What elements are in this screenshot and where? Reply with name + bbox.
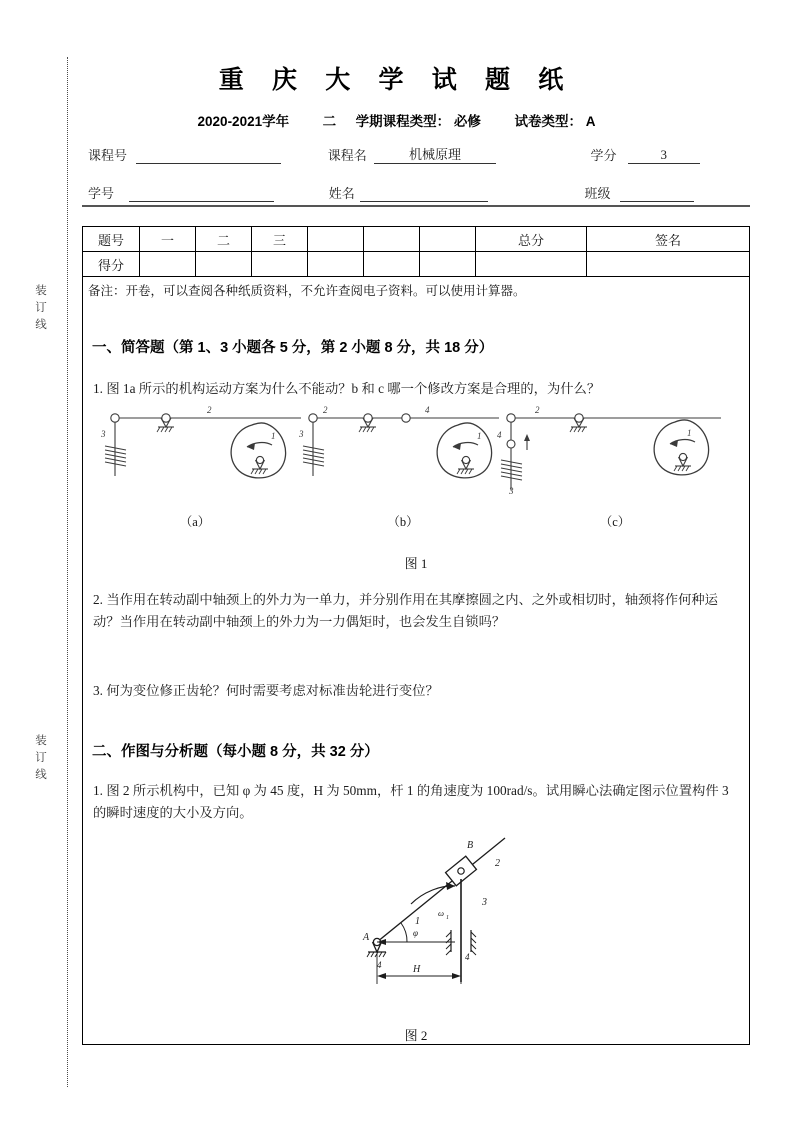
figure-1-subcaption-a: （a）: [179, 515, 211, 529]
student-no-field[interactable]: [88, 183, 274, 202]
page-title: 重 庆 大 学 试 题 纸: [218, 67, 575, 94]
table-row-header: [83, 227, 750, 252]
name-input[interactable]: [360, 184, 488, 202]
col-header-1: 一: [140, 227, 196, 252]
course-name-field[interactable]: [328, 145, 496, 164]
fig1c-label-4: 4: [497, 430, 502, 440]
figure-2-diagram: [355, 832, 540, 992]
score-cell-6[interactable]: [420, 252, 476, 277]
header-divider: [82, 205, 750, 207]
col-header-signature: 签名: [587, 227, 750, 252]
score-cell-5[interactable]: [364, 252, 420, 277]
figure-2-label-1: 1: [415, 916, 420, 927]
score-cell-1[interactable]: [140, 252, 196, 277]
score-cell-total[interactable]: [476, 252, 587, 277]
binding-char-1: 装: [35, 285, 47, 297]
fig1c-label-1: 1: [687, 428, 692, 438]
figure-2-label-phi: φ: [413, 928, 418, 938]
score-cell-signature[interactable]: [587, 252, 750, 277]
exam-note: 备注：开卷，可以查阅各种纸质资料，不允许查阅电子资料。可以使用计算器。: [83, 277, 750, 303]
binding-dotted-line: [67, 57, 68, 1087]
section-heading-1: 一、简答题（第 1、3 小题各 5 分，第 2 小题 8 分，共 18 分）: [92, 340, 494, 356]
class-label: 班级: [584, 186, 611, 201]
course-name-input[interactable]: 机械原理: [374, 146, 496, 164]
binding-char-2: 订: [35, 752, 47, 764]
class-input[interactable]: [620, 184, 694, 202]
course-type-label: 学期课程类型：: [355, 114, 451, 129]
figure-2-label-omega: ω: [438, 908, 445, 918]
class-field[interactable]: [585, 183, 694, 202]
question-number: 1.: [93, 783, 103, 798]
term-value: 二: [322, 114, 337, 129]
binding-char-1: 装: [35, 735, 47, 747]
fig1c-label-2: 2: [535, 405, 540, 415]
figure-1-diagram: [95, 398, 735, 508]
binding-label-top: [24, 283, 58, 334]
figure-1-subcaption-c: （c）: [599, 515, 631, 529]
col-header-3: 三: [252, 227, 308, 252]
binding-char-3: 线: [35, 769, 47, 781]
figure-2-caption: 图 2: [404, 1028, 428, 1043]
section-heading-2: 二、作图与分析题（每小题 8 分，共 32 分）: [92, 744, 379, 760]
question-number: 3.: [93, 683, 103, 698]
fig1a-label-3: 3: [101, 429, 106, 439]
fig1b-label-2: 2: [323, 405, 328, 415]
name-field[interactable]: [329, 183, 488, 202]
student-no-input[interactable]: [129, 184, 274, 202]
figure-1-part-b: [303, 414, 499, 478]
course-no-field[interactable]: [88, 145, 281, 164]
score-table: [82, 226, 750, 302]
paper-type-value: A: [585, 114, 596, 129]
question-2-1: [93, 780, 739, 824]
course-no-label: 课程号: [88, 148, 128, 163]
course-no-input[interactable]: [136, 146, 281, 164]
binding-char-2: 订: [35, 302, 47, 314]
fig1a-label-2: 2: [207, 405, 212, 415]
figure-2-label-4-left: 4: [377, 960, 382, 970]
binding-char-3: 线: [35, 319, 47, 331]
academic-year: 2020-2021学年: [197, 114, 290, 129]
figure-1-part-c: [501, 414, 721, 490]
col-header-6: [420, 227, 476, 252]
figure-1-subcaption-b: （b）: [387, 515, 419, 529]
credit-input[interactable]: 3: [628, 146, 700, 164]
figure-2-label-3: 3: [482, 897, 487, 908]
figure-2-label-omega-sub: 1: [446, 915, 449, 921]
figure-2-label-A: A: [363, 932, 370, 943]
table-row-note: [83, 277, 750, 303]
course-type-value: 必修: [453, 114, 481, 129]
paper-type-label: 试卷类型：: [514, 114, 582, 129]
course-name-label: 课程名: [327, 148, 367, 163]
score-cell-2[interactable]: [196, 252, 252, 277]
figure-2-label-4-right: 4: [465, 952, 470, 962]
question-1-3: [93, 680, 739, 702]
row-label-question-no: 题号: [83, 227, 140, 252]
question-text: 当作用在转动副中轴颈上的外力为一单力，并分别作用在其摩擦圆之内、之外或相切时，轴颈将作何种运动？当作用在转动副中轴颈上的外力为一力偶矩时，也会发生自锁吗？: [93, 592, 718, 629]
student-no-label: 学号: [88, 186, 115, 201]
question-number: 2.: [93, 592, 103, 607]
field-row-student: [88, 183, 694, 202]
question-1-2: [93, 589, 739, 633]
row-label-score: 得分: [83, 252, 140, 277]
col-header-4: [308, 227, 364, 252]
binding-label-bottom: [24, 733, 58, 784]
figure-1-caption: 图 1: [404, 556, 428, 571]
question-text: 何为变位修正齿轮？何时需要考虑对标准齿轮进行变位？: [106, 683, 439, 698]
credit-label: 学分: [590, 148, 617, 163]
figure-1-svg: [95, 398, 735, 508]
question-number: 1.: [93, 381, 103, 396]
question-1-1: [93, 378, 741, 400]
fig1b-label-3: 3: [299, 429, 304, 439]
col-header-5: [364, 227, 420, 252]
table-row-scores: [83, 252, 750, 277]
exam-meta-line: [0, 110, 793, 130]
question-text: 图 1a 所示的机构运动方案为什么不能动？b 和 c 哪一个修改方案是合理的，为什么？: [106, 381, 601, 396]
figure-2-label-B: B: [467, 840, 474, 851]
figure-2-label-H: H: [413, 964, 421, 975]
question-text: 图 2 所示机构中，已知 φ 为 45 度，H 为 50mm，杆 1 的角速度为 100rad/s。试用瞬心法确定图示位置构件 3 的瞬时速度的大小及方向。: [93, 783, 729, 820]
fig1c-label-3: 3: [509, 486, 514, 496]
figure-1-part-a: [105, 414, 301, 478]
col-header-2: 二: [196, 227, 252, 252]
col-header-total: 总分: [476, 227, 587, 252]
fig1b-label-1: 1: [477, 431, 482, 441]
figure-2-label-2: 2: [495, 858, 500, 869]
name-label: 姓名: [328, 186, 355, 201]
field-row-course: [88, 145, 700, 164]
fig1b-label-4: 4: [425, 405, 430, 415]
score-cell-3[interactable]: [252, 252, 308, 277]
credit-field[interactable]: [591, 145, 700, 164]
figure-2-svg: [355, 832, 540, 992]
score-cell-4[interactable]: [308, 252, 364, 277]
fig1a-label-1: 1: [271, 431, 276, 441]
